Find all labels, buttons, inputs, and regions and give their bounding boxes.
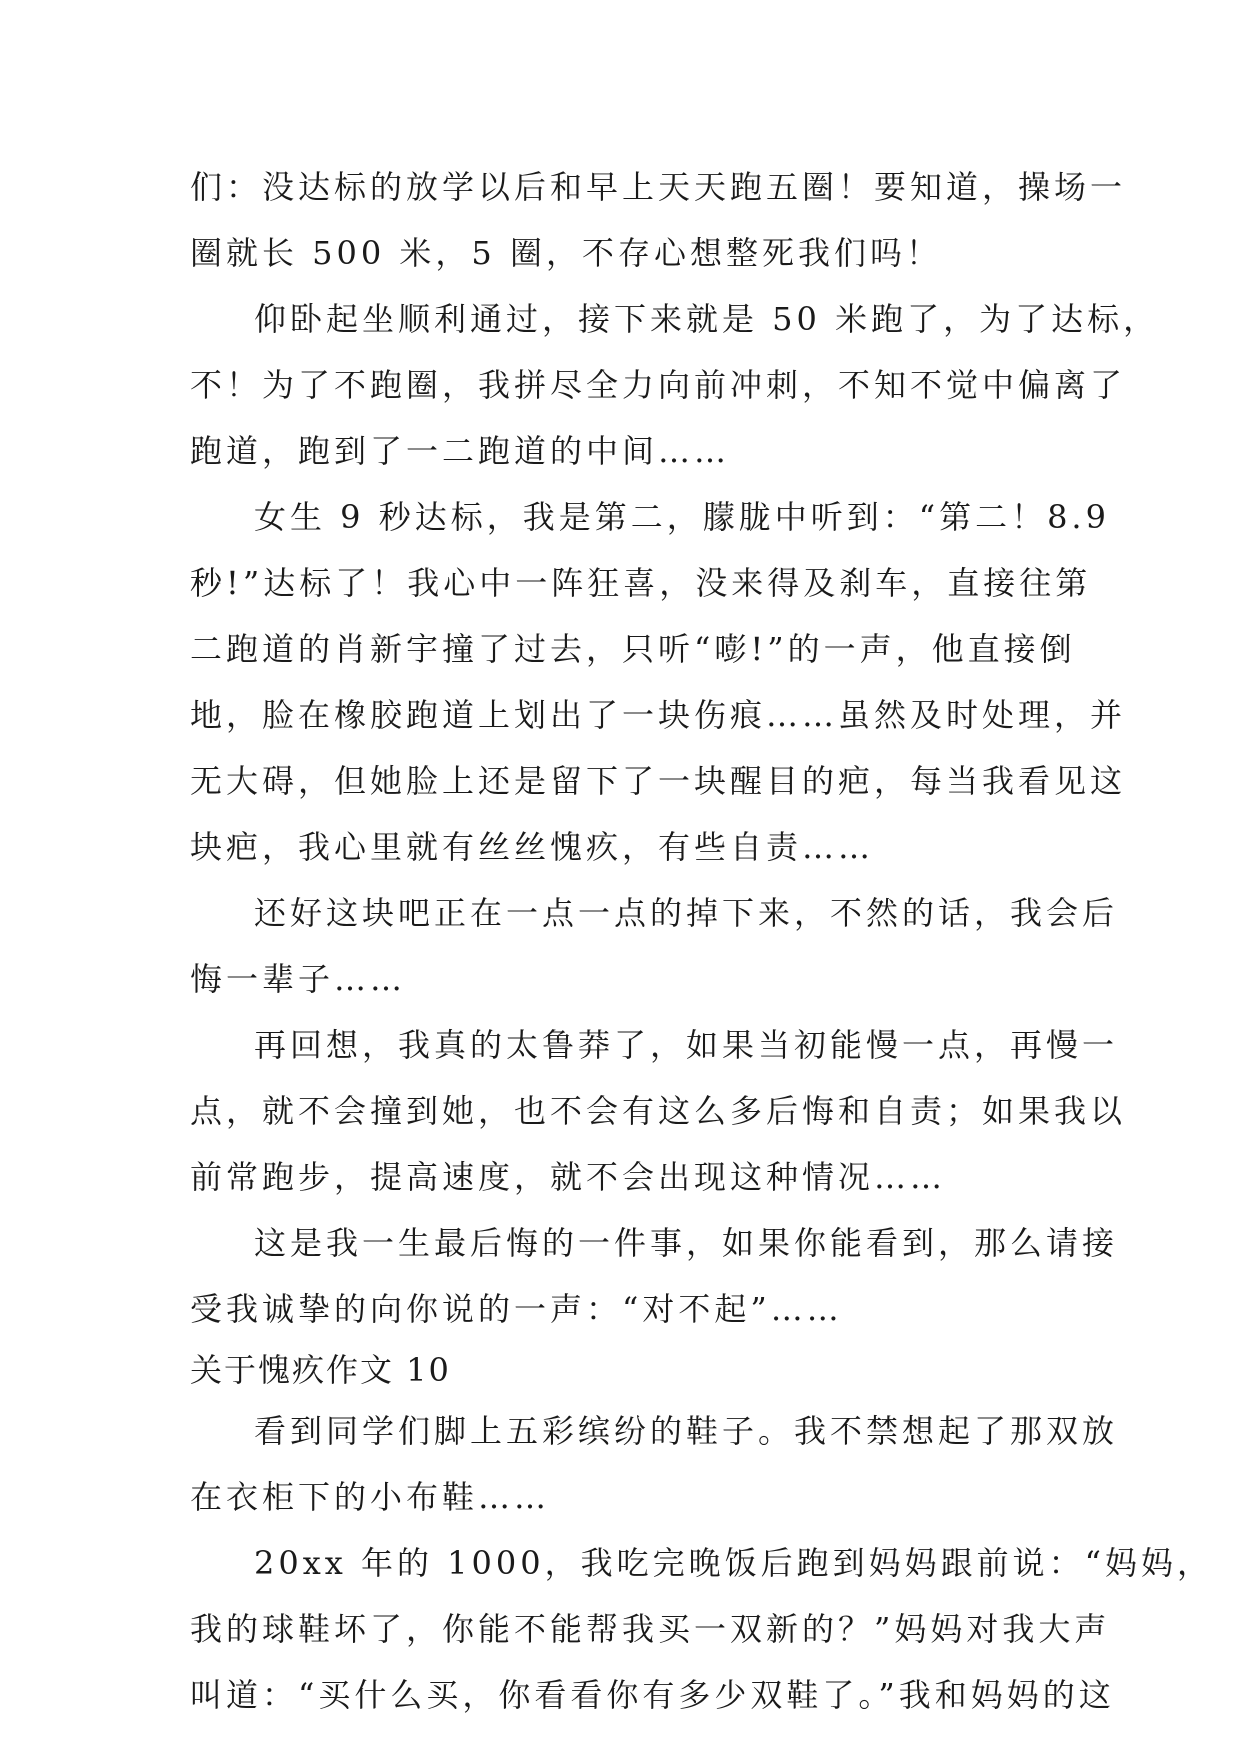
text-line: 二跑道的肖新宇撞了过去，只听“嘭!”的一声，他直接倒 [190,630,1076,668]
paragraph-start-line: 20xx 年的 1000，我吃完晚饭后跑到妈妈跟前说：“妈妈， [254,1544,1213,1582]
paragraph-start-line: 还好这块吧正在一点一点的掉下来，不然的话，我会后 [254,894,1119,932]
text-line: 跑道，跑到了一二跑道的中间…… [190,432,731,470]
paragraph-start-line: 仰卧起坐顺利通过，接下来就是 50 米跑了，为了达标， [254,300,1160,338]
text-line: 点，就不会撞到她，也不会有这么多后悔和自责；如果我以 [190,1092,1127,1130]
text-line: 无大碍，但她脸上还是留下了一块醒目的疤，每当我看见这 [190,762,1127,800]
paragraph-start-line: 女生 9 秒达标，我是第二，朦胧中听到：“第二！8.9 [254,498,1110,536]
text-line: 悔一辈子…… [190,960,407,998]
paragraph-start-line: 看到同学们脚上五彩缤纷的鞋子。我不禁想起了那双放 [254,1412,1119,1450]
text-line: 块疤，我心里就有丝丝愧疚，有些自责…… [190,828,875,866]
section-heading: 关于愧疚作文 10 [190,1351,451,1389]
text-line: 不！为了不跑圈，我拼尽全力向前冲刺，不知不觉中偏离了 [190,366,1127,404]
text-line: 们：没达标的放学以后和早上天天跑五圈！要知道，操场一 [190,168,1127,206]
text-line: 在衣柜下的小布鞋…… [190,1478,551,1516]
document-body [190,154,1213,1728]
text-line: 我的球鞋坏了，你能不能帮我买一双新的？”妈妈对我大声 [190,1610,1111,1648]
paragraph-start-line: 这是我一生最后悔的一件事，如果你能看到，那么请接 [254,1224,1119,1262]
text-line: 圈就长 500 米，5 圈，不存心想整死我们吗！ [190,234,942,272]
text-line: 受我诚挚的向你说的一声：“对不起”…… [190,1290,843,1328]
text-line: 地，脸在橡胶跑道上划出了一块伤痕……虽然及时处理，并 [190,696,1127,734]
text-line: 秒!”达标了！我心中一阵狂喜，没来得及刹车，直接往第 [190,564,1092,602]
paragraph-start-line: 再回想，我真的太鲁莽了，如果当初能慢一点，再慢一 [254,1026,1119,1064]
text-line: 叫道：“买什么买，你看看你有多少双鞋了。”我和妈妈的这 [190,1676,1115,1714]
text-line: 前常跑步，提高速度，就不会出现这种情况…… [190,1158,947,1196]
